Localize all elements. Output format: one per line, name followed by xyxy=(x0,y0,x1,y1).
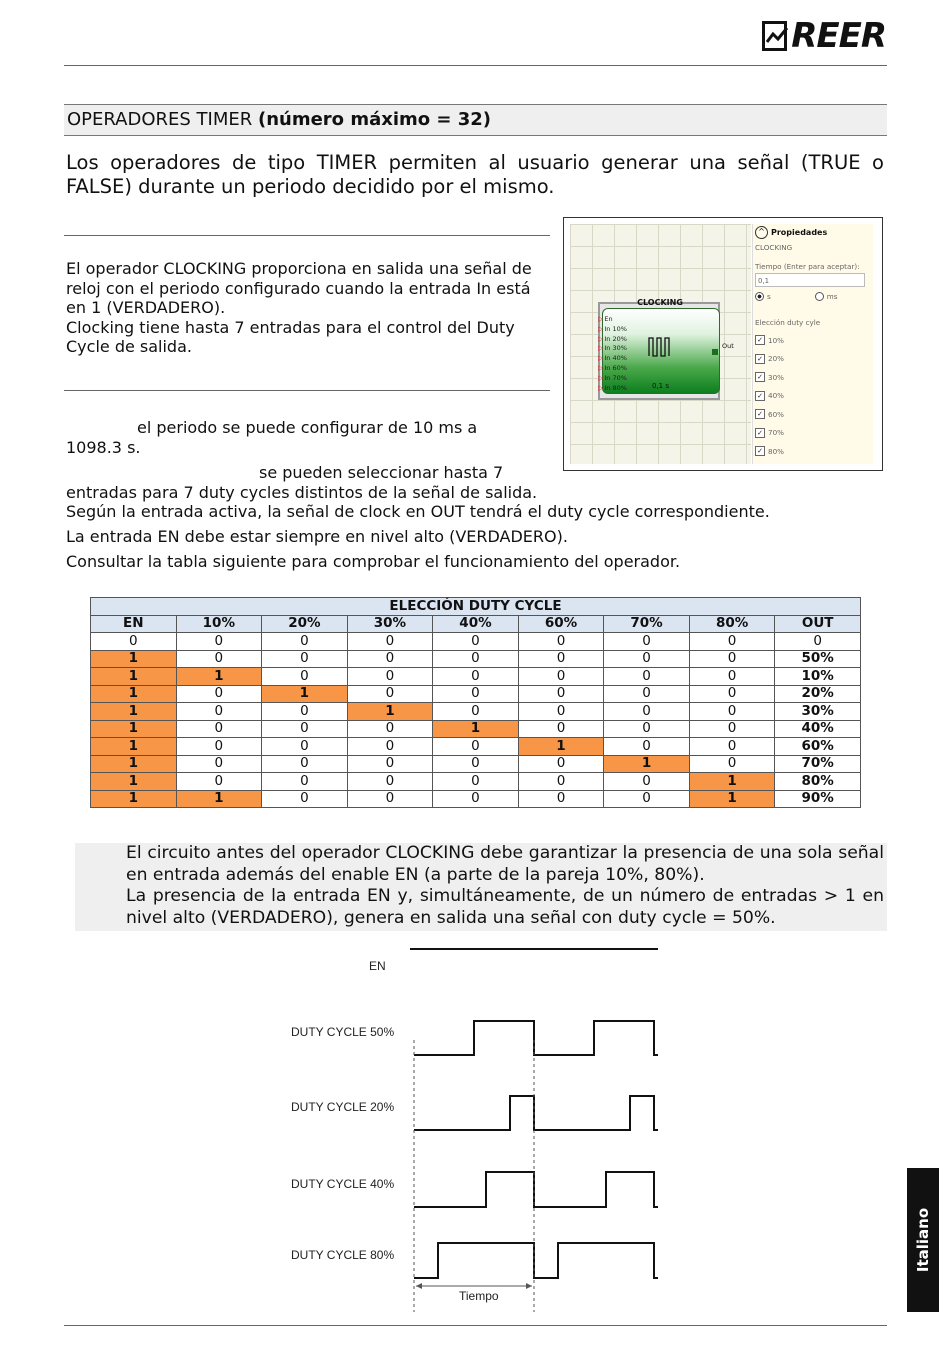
table-cell: 0 xyxy=(262,633,348,651)
collapse-icon[interactable]: ^ xyxy=(755,226,768,239)
radio-ms[interactable] xyxy=(815,292,824,301)
table-row xyxy=(91,650,861,668)
input-40: ▷ In 40% xyxy=(606,354,627,364)
table-cell: 1 xyxy=(433,720,519,738)
table-cell: 0 xyxy=(347,738,433,756)
output-label: Out xyxy=(722,342,734,350)
clocking-p4b: entradas para 7 duty cycles distintos de la señal de salida. xyxy=(66,483,538,502)
table-cell: 0 xyxy=(176,720,262,738)
table-cell: 0 xyxy=(604,633,690,651)
duty-option-70[interactable]: ✓ 70% xyxy=(755,424,865,443)
table-cell: 0 xyxy=(433,738,519,756)
table-cell: 0 xyxy=(689,668,775,686)
table-cell: 1 xyxy=(91,738,177,756)
time-field-label: Tiempo (Enter para aceptar): xyxy=(755,262,860,271)
en-label: EN xyxy=(369,959,386,973)
table-header-cell: 40% xyxy=(433,615,519,633)
table-row xyxy=(91,755,861,773)
table-cell: 0 xyxy=(176,703,262,721)
table-row xyxy=(91,720,861,738)
software-screenshot xyxy=(563,217,883,471)
table-row xyxy=(91,633,861,651)
table-cell: 0 xyxy=(176,633,262,651)
table-cell: 1 xyxy=(91,773,177,791)
subsection-rule-bottom xyxy=(64,390,550,391)
waveform-50 xyxy=(414,1021,658,1055)
table-row xyxy=(91,703,861,721)
table-cell: 0 xyxy=(689,633,775,651)
table-cell: 1 xyxy=(176,790,262,808)
clocking-p3a: el periodo se puede configurar de 10 ms a xyxy=(137,418,478,437)
duty-label-50: DUTY CYCLE 50% xyxy=(291,1025,395,1039)
table-cell: 80% xyxy=(775,773,861,791)
table-cell: 0 xyxy=(433,773,519,791)
logo-text: REER xyxy=(791,16,886,56)
table-cell: 1 xyxy=(91,703,177,721)
time-input[interactable]: 0,1 xyxy=(755,273,865,287)
table-cell: 10% xyxy=(775,668,861,686)
table-cell: 60% xyxy=(775,738,861,756)
table-header-cell: 70% xyxy=(604,615,690,633)
table-cell: 0 xyxy=(262,790,348,808)
clocking-p7: Consultar la tabla siguiente para comprobar el funcionamiento del operador. xyxy=(66,552,681,571)
table-row xyxy=(91,738,861,756)
table-cell: 0 xyxy=(433,633,519,651)
duty-choice-label: Elección duty cyle xyxy=(755,318,821,327)
table-header-row xyxy=(91,615,861,633)
table-cell: 0 xyxy=(518,703,604,721)
table-cell: 0 xyxy=(433,668,519,686)
radio-ms-label: ms xyxy=(826,292,838,301)
clocking-p6: La entrada EN debe estar siempre en nivel alto (VERDADERO). xyxy=(66,527,568,546)
clocking-p4a: se pueden seleccionar hasta 7 xyxy=(259,463,504,482)
table-cell: 0 xyxy=(347,720,433,738)
clocking-p1: El operador CLOCKING proporciona en salida una señal de reloj con el periodo configurado cuando la entrada In está en 1 (VERDADERO). xyxy=(66,259,532,318)
table-cell: 0 xyxy=(689,650,775,668)
note-text xyxy=(126,843,884,929)
checkbox-checked-icon[interactable]: ✓ xyxy=(755,428,765,438)
table-cell: 0 xyxy=(262,650,348,668)
clocking-p5: Según la entrada activa, la señal de clock en OUT tendrá el duty cycle correspondiente. xyxy=(66,502,770,521)
input-70: ▷ In 70% xyxy=(606,374,627,384)
block-time-label: 0,1 s xyxy=(652,382,670,390)
table-cell: 40% xyxy=(775,720,861,738)
table-row xyxy=(91,790,861,808)
table-cell: 0 xyxy=(518,790,604,808)
table-cell: 0 xyxy=(433,755,519,773)
subsection-rule-top xyxy=(64,235,550,236)
table-cell: 0 xyxy=(176,738,262,756)
table-cell: 0 xyxy=(433,685,519,703)
table-header-cell: OUT xyxy=(775,615,861,633)
table-cell: 0 xyxy=(347,773,433,791)
table-cell: 0 xyxy=(262,668,348,686)
table-cell: 0 xyxy=(518,755,604,773)
table-row xyxy=(91,685,861,703)
table-cell: 0 xyxy=(347,668,433,686)
table-cell: 50% xyxy=(775,650,861,668)
table-cell: 0 xyxy=(347,650,433,668)
table-cell: 0 xyxy=(689,685,775,703)
radio-s-label: s xyxy=(767,292,771,301)
props-title: Propiedades xyxy=(771,228,828,237)
table-cell: 0 xyxy=(689,738,775,756)
language-tab xyxy=(907,1168,939,1312)
checkbox-checked-icon[interactable]: ✓ xyxy=(755,372,765,382)
clocking-p3b: 1098.3 s. xyxy=(66,438,141,457)
checkbox-checked-icon[interactable]: ✓ xyxy=(755,409,765,419)
clocking-description xyxy=(66,259,550,357)
props-header[interactable] xyxy=(755,226,827,239)
note-p1: El circuito antes del operador CLOCKING debe garantizar la presencia de una sola señal en entrada además del enable EN (a parte de la pareja 10%, 80%). xyxy=(126,843,884,885)
header-rule xyxy=(64,65,887,66)
table-cell: 20% xyxy=(775,685,861,703)
timing-diagram xyxy=(280,940,680,1320)
table-cell: 0 xyxy=(262,738,348,756)
input-30: ▷ In 30% xyxy=(606,344,627,354)
input-60: ▷ In 60% xyxy=(606,364,627,374)
table-cell: 0 xyxy=(347,685,433,703)
table-header-cell: 10% xyxy=(176,615,262,633)
input-10: ▷ In 10% xyxy=(606,325,627,335)
table-cell: 0 xyxy=(176,650,262,668)
table-cell: 0 xyxy=(347,790,433,808)
table-cell: 0 xyxy=(604,685,690,703)
table-cell: 1 xyxy=(518,738,604,756)
table-cell: 0 xyxy=(518,720,604,738)
table-cell: 0 xyxy=(518,773,604,791)
table-cell: 0 xyxy=(433,790,519,808)
table-cell: 0 xyxy=(604,738,690,756)
table-cell: 1 xyxy=(604,755,690,773)
table-cell: 1 xyxy=(91,790,177,808)
table-cell: 30% xyxy=(775,703,861,721)
note-p2: La presencia de la entrada EN y, simultáneamente, de un número de entradas > 1 en nivel alto (VERDADERO), genera en salida una señal con duty cycle = 50%. xyxy=(126,886,884,928)
table-cell: 1 xyxy=(347,703,433,721)
duty-label-80: DUTY CYCLE 80% xyxy=(291,1248,395,1262)
table-cell: 0 xyxy=(347,755,433,773)
period-label: Tiempo xyxy=(459,1289,499,1303)
clocking-p2: Clocking tiene hasta 7 entradas para el control del Duty Cycle de salida. xyxy=(66,317,515,357)
table-cell: 1 xyxy=(91,650,177,668)
table-cell: 1 xyxy=(689,773,775,791)
checkbox-checked-icon[interactable]: ✓ xyxy=(755,391,765,401)
table-cell: 0 xyxy=(604,703,690,721)
waveform-80 xyxy=(414,1243,658,1278)
clock-wave-icon xyxy=(648,336,676,358)
table-cell: 0 xyxy=(91,633,177,651)
unit-radio-group xyxy=(755,292,838,301)
checkbox-checked-icon[interactable]: ✓ xyxy=(755,335,765,345)
brand-logo xyxy=(762,16,886,56)
table-cell: 0 xyxy=(176,773,262,791)
language-tab-label: Italiano xyxy=(914,1207,932,1273)
table-row xyxy=(91,668,861,686)
waveform-40 xyxy=(414,1172,658,1207)
table-cell: 0 xyxy=(689,703,775,721)
table-cell: 0 xyxy=(262,720,348,738)
table-header-cell: EN xyxy=(91,615,177,633)
table-header-cell: 80% xyxy=(689,615,775,633)
duty-label-40: DUTY CYCLE 40% xyxy=(291,1177,395,1191)
duty-option-30[interactable]: ✓ 30% xyxy=(755,368,865,387)
table-cell: 0 xyxy=(518,650,604,668)
table-cell: 0 xyxy=(604,650,690,668)
table-cell: 0 xyxy=(262,773,348,791)
table-cell: 0 xyxy=(689,720,775,738)
section-title-text: OPERADORES TIMER xyxy=(67,109,258,130)
duty-option-40[interactable]: ✓ 40% xyxy=(755,387,865,406)
checkbox-checked-icon[interactable]: ✓ xyxy=(755,446,765,456)
table-cell: 0 xyxy=(262,703,348,721)
section-title-bold: (número máximo = 32) xyxy=(257,109,492,130)
table-cell: 1 xyxy=(176,668,262,686)
table-row xyxy=(91,773,861,791)
table-header-cell: 60% xyxy=(518,615,604,633)
duty-option-60[interactable]: ✓ 60% xyxy=(755,405,865,424)
table-cell: 0 xyxy=(262,755,348,773)
clocking-inputs xyxy=(606,315,627,393)
arrow-right-icon xyxy=(526,1283,532,1289)
input-en: ▷ En xyxy=(606,315,627,325)
table-cell: 1 xyxy=(91,668,177,686)
waveform-20 xyxy=(414,1096,658,1130)
duty-option-10[interactable]: ✓ 10% xyxy=(755,331,865,350)
duty-checkbox-list xyxy=(755,331,865,461)
table-cell: 1 xyxy=(262,685,348,703)
table-cell: 70% xyxy=(775,755,861,773)
duty-option-20[interactable]: ✓ 20% xyxy=(755,350,865,369)
intro-paragraph: Los operadores de tipo TIMER permiten al usuario generar una señal (TRUE o FALSE) durante un periodo decidido por el mismo. xyxy=(66,151,884,198)
radio-s[interactable] xyxy=(755,292,764,301)
table-cell: 1 xyxy=(91,720,177,738)
arrow-left-icon xyxy=(416,1283,422,1289)
output-port xyxy=(712,349,718,355)
table-cell: 0 xyxy=(689,755,775,773)
table-cell: 0 xyxy=(604,720,690,738)
section-title xyxy=(64,104,887,136)
clocking-block-title: CLOCKING xyxy=(637,298,683,307)
table-cell: 0 xyxy=(518,633,604,651)
table-cell: 0 xyxy=(604,790,690,808)
table-header-cell: 30% xyxy=(347,615,433,633)
table-cell: 0 xyxy=(433,703,519,721)
table-cell: 90% xyxy=(775,790,861,808)
input-80: ▷ In 80% xyxy=(606,384,627,394)
footer-rule xyxy=(64,1325,887,1326)
checkbox-checked-icon[interactable]: ✓ xyxy=(755,354,765,364)
duty-cycle-table xyxy=(90,597,861,808)
logo-mark-icon xyxy=(762,21,787,51)
table-cell: 1 xyxy=(91,685,177,703)
table-cell: 0 xyxy=(347,633,433,651)
props-name: CLOCKING xyxy=(755,243,793,252)
table-cell: 0 xyxy=(176,685,262,703)
duty-option-80[interactable]: ✓ 80% xyxy=(755,442,865,461)
table-cell: 1 xyxy=(689,790,775,808)
table-cell: 0 xyxy=(604,668,690,686)
table-cell: 0 xyxy=(775,633,861,651)
table-cell: 1 xyxy=(91,755,177,773)
table-body xyxy=(91,633,861,808)
table-title: ELECCIÓN DUTY CYCLE xyxy=(91,598,861,616)
properties-panel xyxy=(752,224,873,464)
input-20: ▷ In 20% xyxy=(606,335,627,345)
duty-label-20: DUTY CYCLE 20% xyxy=(291,1100,395,1114)
table-header-cell: 20% xyxy=(262,615,348,633)
table-cell: 0 xyxy=(433,650,519,668)
table-cell: 0 xyxy=(604,773,690,791)
table-cell: 0 xyxy=(518,685,604,703)
table-cell: 0 xyxy=(176,755,262,773)
table-cell: 0 xyxy=(518,668,604,686)
